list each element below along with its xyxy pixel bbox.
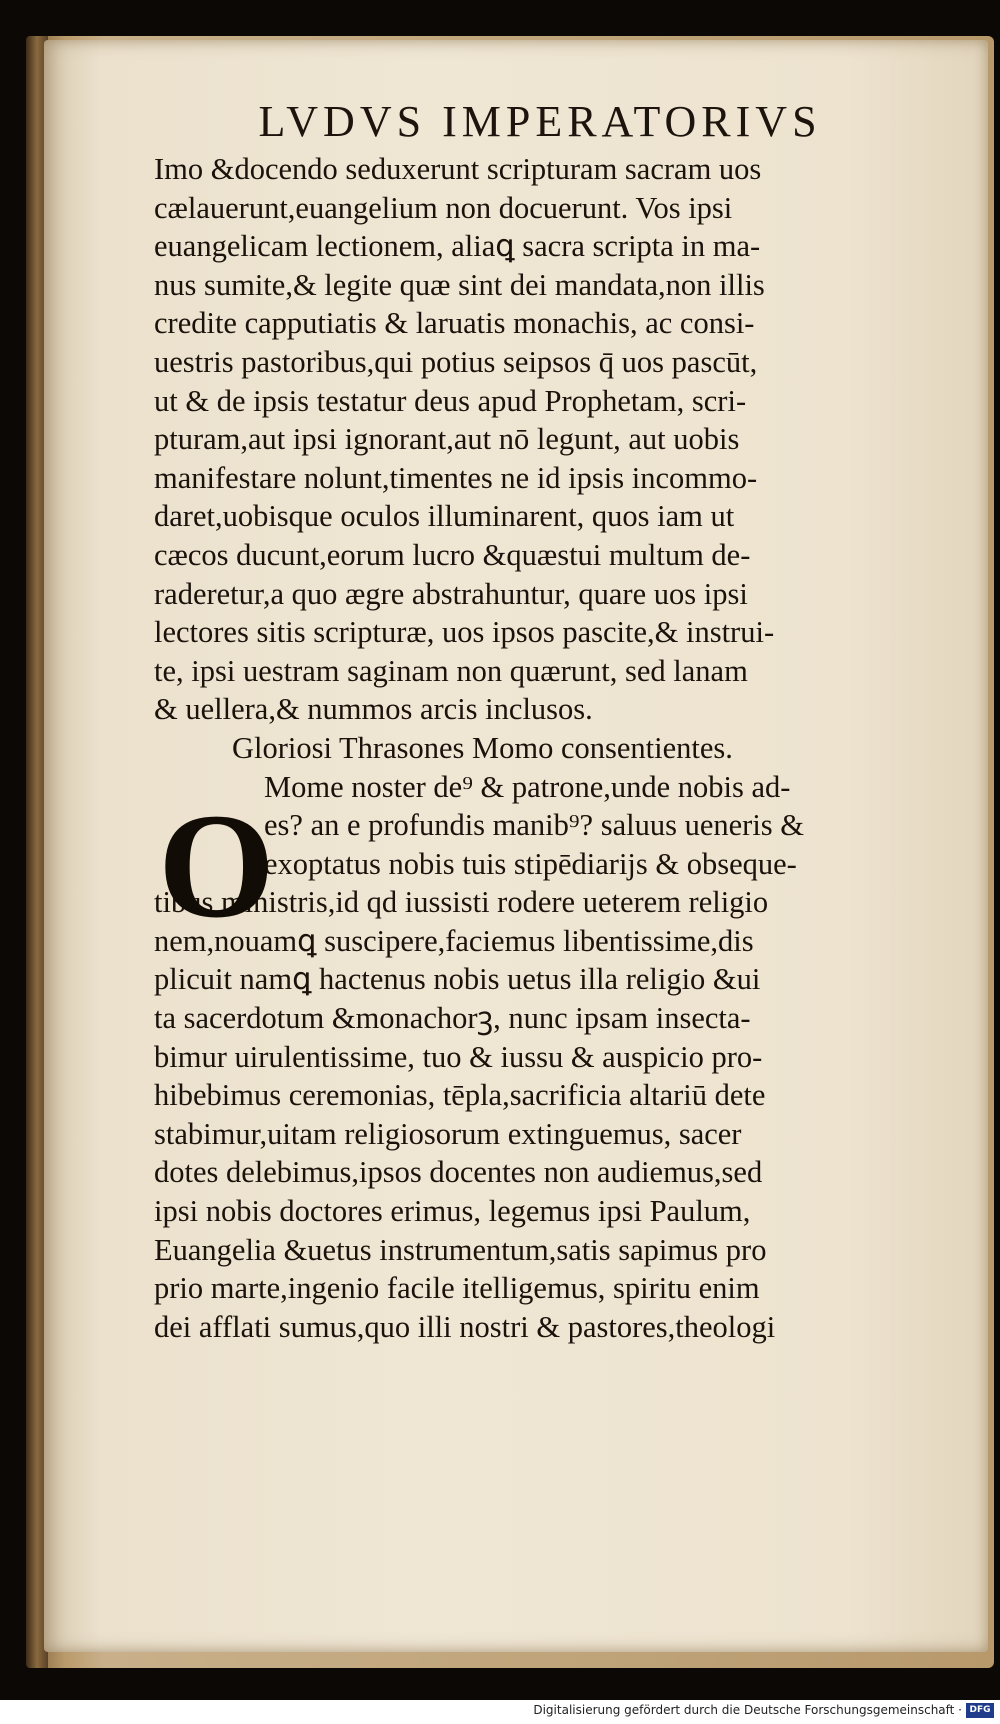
text-line: es? an e profundis manib⁹? saluus ueneris & xyxy=(264,808,805,843)
text-line: & uellera,& nummos arcis inclusos. xyxy=(154,692,593,727)
text-line: manifestare nolunt,timentes ne id ipsis incommo- xyxy=(154,460,758,495)
text-line: Euangelia &uetus instrumentum,satis sapimus pro xyxy=(154,1232,767,1267)
text-line: prio marte,ingenio facile itelligemus, spiritu enim xyxy=(154,1271,760,1306)
text-line: cælauerunt,euangelium non docuerunt. Vos ipsi xyxy=(154,190,733,225)
dfg-logo: DFG xyxy=(966,1703,994,1718)
text-line: stabimur,uitam religiosorum extinguemus, sacer xyxy=(154,1116,742,1151)
text-line: te, ipsi uestram saginam non quærunt, sed lanam xyxy=(154,653,748,688)
text-line: exoptatus nobis tuis stipēdiarijs & obseque- xyxy=(264,846,797,881)
text-line: ut & de ipsis testatur deus apud Prophetam, scri- xyxy=(154,383,747,418)
text-line: euangelicam lectionem, aliaꝗ sacra scripta in ma- xyxy=(154,229,761,264)
text-line: Mome noster de⁹ & patrone,unde nobis ad- xyxy=(264,769,791,804)
text-line: uestris pastoribus,qui potius seipsos q̄ uos pascūt, xyxy=(154,344,758,379)
text-line: tibus ministris,id qd iussisti rodere ueterem religio xyxy=(154,885,769,920)
text-line: bimur uirulentissime, tuo & iussu & auspicio pro- xyxy=(154,1039,763,1074)
text-line: dei afflati sumus,quo illi nostri & pastores,theologi xyxy=(154,1309,776,1344)
running-head: LVDVS IMPERATORIVS xyxy=(258,97,822,146)
text-line: nus sumite,& legite quæ sint dei mandata,non illis xyxy=(154,267,765,302)
text-line: cæcos ducunt,eorum lucro &quæstui multum de- xyxy=(154,537,751,572)
digitization-credit: Digitalisierung gefördert durch die Deutsche Forschungsgemeinschaft · xyxy=(533,1703,962,1717)
text-line: daret,uobisque oculos illuminarent, quos iam ut xyxy=(154,499,735,534)
text-line: pturam,aut ipsi ignorant,aut nō legunt, aut uobis xyxy=(154,422,740,457)
text-line: Imo &docendo seduxerunt scripturam sacram uos xyxy=(154,152,762,186)
initial-letter: O xyxy=(158,783,275,949)
text-line: raderetur,a quo ægre abstrahuntur, quare uos ipsi xyxy=(154,576,748,611)
text-line: plicuit namꝗ hactenus nobis uetus illa religio &ui xyxy=(154,962,761,997)
text-line: nem,nouamꝗ suscipere,faciemus libentissime,dis xyxy=(154,923,754,958)
text-line: lectores sitis scripturæ, uos ipsos pascite,& instrui- xyxy=(154,615,775,650)
text-line: ipsi nobis doctores erimus, legemus ipsi Paulum, xyxy=(154,1194,751,1229)
text-line: dotes delebimus,ipsos docentes non audiemus,sed xyxy=(154,1155,763,1190)
section-heading: Gloriosi Thrasones Momo consentientes. xyxy=(232,730,733,765)
text-line: ta sacerdotum &monachorꝫ, nunc ipsam insecta- xyxy=(154,1001,751,1036)
text-block xyxy=(154,150,954,1346)
text-line: credite capputiatis & laruatis monachis, ac consi- xyxy=(154,306,755,341)
text-line: hibebimus ceremonias, tēpla,sacrificia altariū dete xyxy=(154,1078,766,1113)
